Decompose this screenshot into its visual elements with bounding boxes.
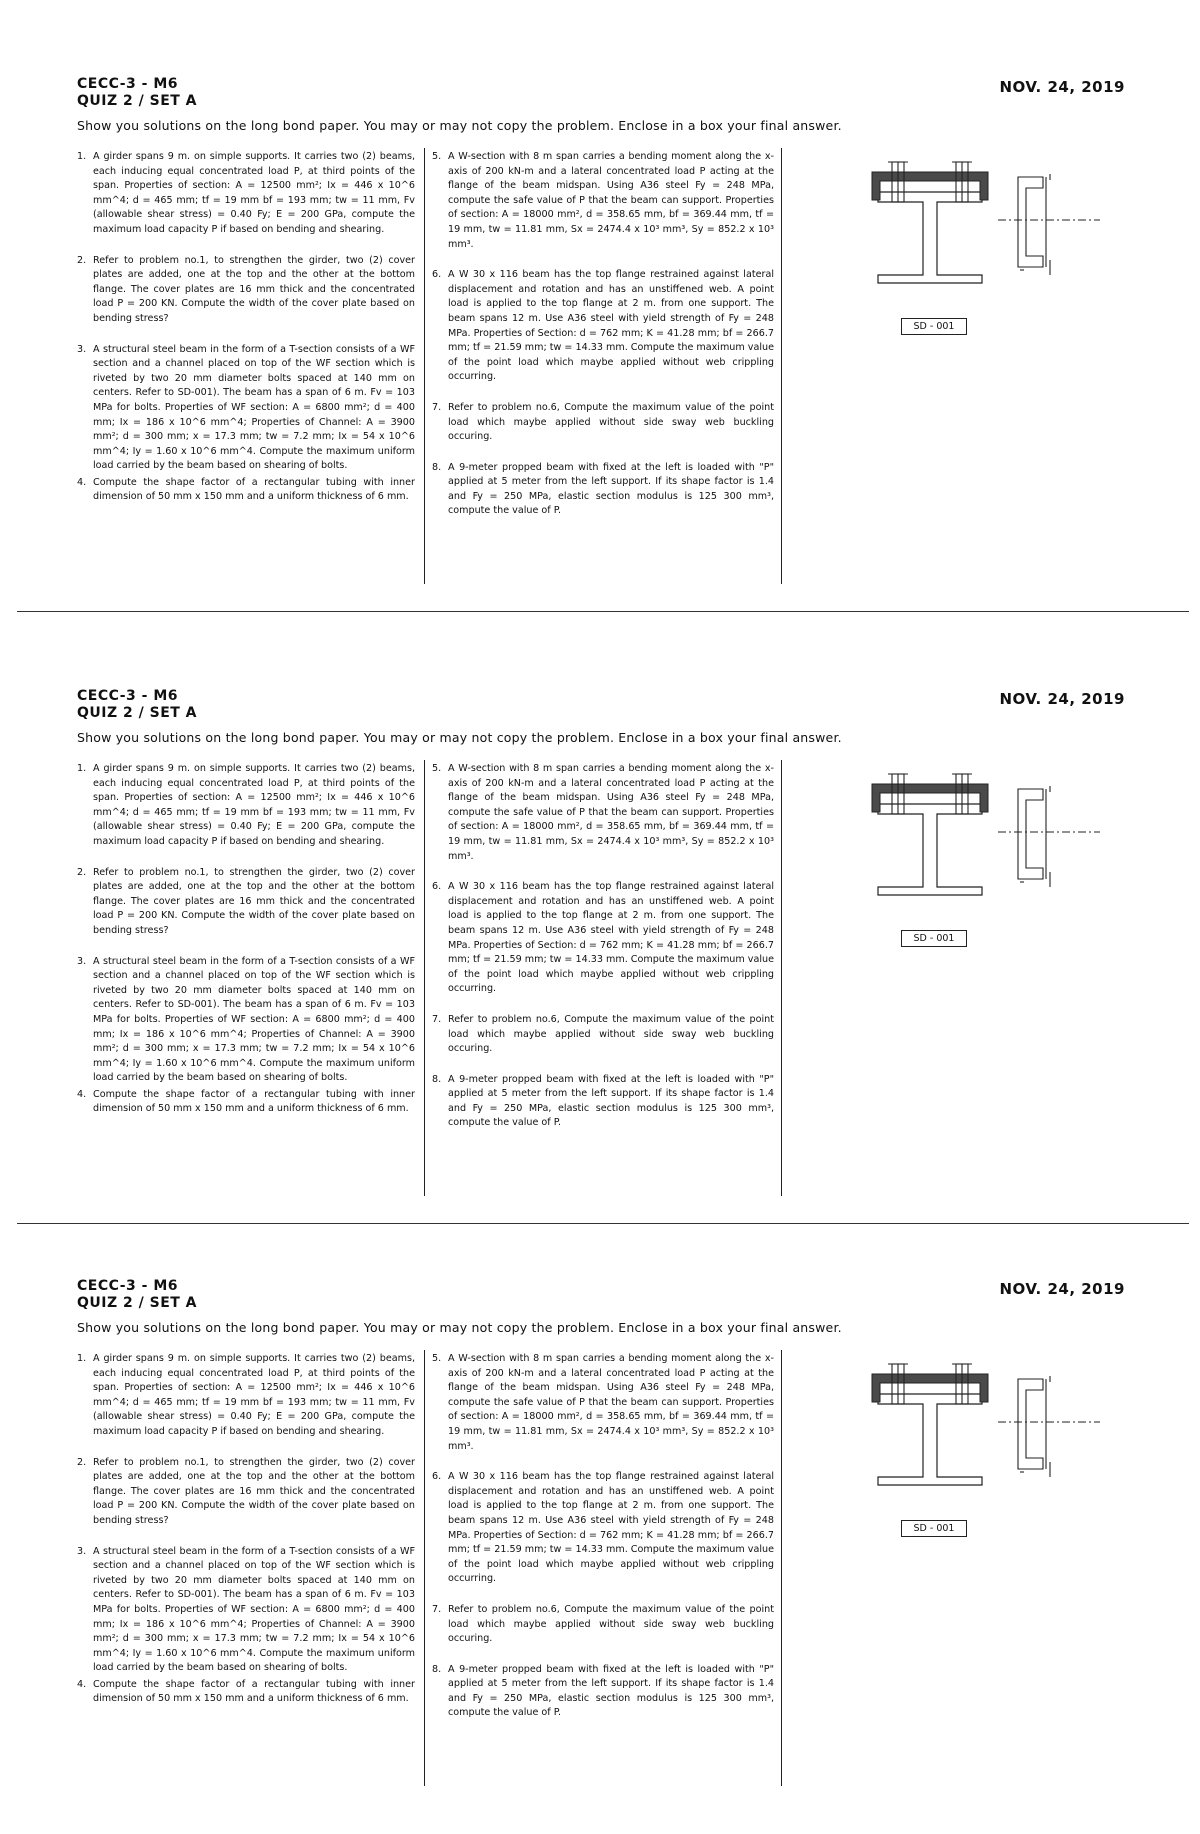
problem-text: Compute the shape factor of a rectangular tubing with inner dimension of 50 mm x 150 mm and a uniform thickness of 6 mm. bbox=[93, 1678, 415, 1705]
bolt-icon bbox=[952, 774, 972, 814]
problem-text: A girder spans 9 m. on simple supports. It carries two (2) beams, each inducing equal concentrated load P, at third points of the span. Properties of section: A = 12500 mm²; Ix = 446 x 10^6 mm^4; d = 465 mm; tf = 19 mm bf = 193 mm; tw = 11 mm, Fv (allowable shear stress) = 0.40 Fy; E = 200 GPa, compute the maximum load capacity P if based on bending and shearing. bbox=[93, 1353, 415, 1437]
figure-label: SD - 001 bbox=[901, 930, 967, 947]
channel-shape bbox=[872, 784, 988, 812]
problem-item bbox=[432, 1073, 774, 1131]
course-code: CECC-3 - M6 bbox=[77, 1278, 178, 1294]
problem-text: A W-section with 8 m span carries a bending moment along the x-axis of 200 kN-m and a lateral concentrated load P acting at the flange of the beam midspan. Using A36 steel Fy = 248 MPa, compute the safe value of P that the beam can support. Properties of section: A = 18000 mm², d = 358.65 mm, bf = 369.44 mm, tf = 19 mm, tw = 11.81 mm, Sx = 2474.4 x 10³ mm³, Sy = 852.2 x 10³ mm³. bbox=[448, 151, 774, 250]
column-divider bbox=[781, 148, 782, 584]
instructions: Show you solutions on the long bond paper. You may or may not copy the problem. Enclose in a box your final answer. bbox=[77, 730, 842, 745]
problems-column-left bbox=[77, 762, 415, 1133]
problem-number: 2. bbox=[77, 1456, 87, 1468]
problem-item bbox=[432, 762, 774, 864]
cut-line bbox=[17, 611, 1189, 612]
problem-item bbox=[432, 268, 774, 385]
quiz-date: NOV. 24, 2019 bbox=[999, 1280, 1125, 1298]
problem-item bbox=[432, 880, 774, 997]
problem-number: 7. bbox=[432, 1013, 442, 1025]
problem-number: 4. bbox=[77, 1678, 87, 1690]
t-section-figure bbox=[868, 150, 1108, 300]
problem-number: 6. bbox=[432, 881, 442, 893]
problem-item bbox=[77, 955, 415, 1086]
problem-number: 1. bbox=[77, 151, 87, 162]
problem-item bbox=[432, 1013, 774, 1057]
problem-number: 8. bbox=[432, 1073, 442, 1085]
problem-item bbox=[432, 461, 774, 519]
problems-column-right bbox=[432, 762, 774, 1147]
problem-text: Refer to problem no.1, to strengthen the girder, two (2) cover plates are added, one at the top and the other at the bottom flange. The cover plates are 16 mm thick and the concentrated load P = 200 KN. Compute the width of the cover plate based on bending stress? bbox=[93, 866, 415, 936]
t-section-figure bbox=[868, 762, 1108, 912]
problem-number: 3. bbox=[77, 343, 87, 355]
figure-label: SD - 001 bbox=[901, 318, 967, 335]
channel-shape bbox=[872, 1374, 988, 1402]
problem-item bbox=[77, 476, 415, 505]
problem-text: Refer to problem no.1, to strengthen the girder, two (2) cover plates are added, one at the top and the other at the bottom flange. The cover plates are 16 mm thick and the concentrated load P = 200 KN. Compute the width of the cover plate based on bending stress? bbox=[93, 254, 415, 324]
problem-text: A 9-meter propped beam with fixed at the left is loaded with "P" applied at 5 meter from the left support. If its shape factor is 1.4 and Fy = 250 MPa, elastic section modulus is 125 300 mm³, compute the value of P. bbox=[448, 1073, 774, 1129]
bolt-icon bbox=[888, 1364, 908, 1404]
instructions: Show you solutions on the long bond paper. You may or may not copy the problem. Enclose in a box your final answer. bbox=[77, 118, 842, 133]
problem-text: A W-section with 8 m span carries a bending moment along the x-axis of 200 kN-m and a lateral concentrated load P acting at the flange of the beam midspan. Using A36 steel Fy = 248 MPa, compute the safe value of P that the beam can support. Properties of section: A = 18000 mm², d = 358.65 mm, bf = 369.44 mm, tf = 19 mm, tw = 11.81 mm, Sx = 2474.4 x 10³ mm³, Sy = 852.2 x 10³ mm³. bbox=[448, 1353, 774, 1452]
problem-number: 3. bbox=[77, 1545, 87, 1557]
wf-section-shape bbox=[878, 1394, 982, 1485]
problems-column-right bbox=[432, 150, 774, 535]
quiz-copy bbox=[0, 1202, 1200, 1802]
bolt-icon bbox=[888, 162, 908, 202]
problem-text: A 9-meter propped beam with fixed at the left is loaded with "P" applied at 5 meter from the left support. If its shape factor is 1.4 and Fy = 250 MPa, elastic section modulus is 125 300 mm³, compute the value of P. bbox=[448, 461, 774, 517]
problem-text: A girder spans 9 m. on simple supports. It carries two (2) beams, each inducing equal concentrated load P, at third points of the span. Properties of section: A = 12500 mm²; Ix = 446 x 10^6 mm^4; d = 465 mm; tf = 19 mm bf = 193 mm; tw = 11 mm, Fv (allowable shear stress) = 0.40 Fy; E = 200 GPa, compute the maximum load capacity P if based on bending and shearing. bbox=[93, 763, 415, 847]
quiz-date: NOV. 24, 2019 bbox=[999, 78, 1125, 96]
problem-number: 3. bbox=[77, 955, 87, 967]
problem-item bbox=[432, 401, 774, 445]
problem-number: 4. bbox=[77, 476, 87, 488]
channel-side-view bbox=[998, 174, 1100, 275]
problem-item bbox=[77, 343, 415, 474]
problem-item bbox=[432, 1603, 774, 1647]
quiz-date: NOV. 24, 2019 bbox=[999, 690, 1125, 708]
problem-item bbox=[432, 150, 774, 252]
column-divider bbox=[424, 760, 425, 1196]
column-divider bbox=[424, 148, 425, 584]
problem-item bbox=[432, 1470, 774, 1587]
problems-column-left bbox=[77, 1352, 415, 1723]
problem-number: 5. bbox=[432, 1353, 442, 1364]
problem-item bbox=[77, 1088, 415, 1117]
problem-text: A W-section with 8 m span carries a bending moment along the x-axis of 200 kN-m and a lateral concentrated load P acting at the flange of the beam midspan. Using A36 steel Fy = 248 MPa, compute the safe value of P that the beam can support. Properties of section: A = 18000 mm², d = 358.65 mm, bf = 369.44 mm, tf = 19 mm, tw = 11.81 mm, Sx = 2474.4 x 10³ mm³, Sy = 852.2 x 10³ mm³. bbox=[448, 763, 774, 862]
problem-text: Compute the shape factor of a rectangular tubing with inner dimension of 50 mm x 150 mm and a uniform thickness of 6 mm. bbox=[93, 476, 415, 503]
course-code: CECC-3 - M6 bbox=[77, 688, 178, 704]
problem-item bbox=[77, 1678, 415, 1707]
problem-number: 7. bbox=[432, 1603, 442, 1615]
instructions: Show you solutions on the long bond paper. You may or may not copy the problem. Enclose in a box your final answer. bbox=[77, 1320, 842, 1335]
problem-number: 8. bbox=[432, 461, 442, 473]
problem-text: A girder spans 9 m. on simple supports. It carries two (2) beams, each inducing equal concentrated load P, at third points of the span. Properties of section: A = 12500 mm²; Ix = 446 x 10^6 mm^4; d = 465 mm; tf = 19 mm bf = 193 mm; tw = 11 mm, Fv (allowable shear stress) = 0.40 Fy; E = 200 GPa, compute the maximum load capacity P if based on bending and shearing. bbox=[93, 151, 415, 235]
problem-number: 7. bbox=[432, 401, 442, 413]
quiz-title: QUIZ 2 / SET A bbox=[77, 93, 198, 109]
problem-item bbox=[432, 1663, 774, 1721]
column-divider bbox=[781, 760, 782, 1196]
problem-text: A W 30 x 116 beam has the top flange restrained against lateral displacement and rotation and has an unstiffened web. A point load is applied to the top flange at 2 m. from one support. The beam spans 12 m. Use A36 steel with yield strength of Fy = 248 MPa. Properties of Section: d = 762 mm; K = 41.28 mm; bf = 266.7 mm; tf = 21.59 mm; tw = 14.33 mm. Compute the maximum value of the point load which maybe applied without web crippling occurring. bbox=[448, 269, 774, 383]
problem-number: 5. bbox=[432, 763, 442, 774]
problem-number: 5. bbox=[432, 151, 442, 162]
channel-side-view bbox=[998, 1376, 1100, 1477]
bolt-icon bbox=[952, 162, 972, 202]
problems-column-right bbox=[432, 1352, 774, 1737]
bolt-icon bbox=[888, 774, 908, 814]
problem-number: 4. bbox=[77, 1088, 87, 1100]
problem-item bbox=[432, 1352, 774, 1454]
quiz-title: QUIZ 2 / SET A bbox=[77, 1295, 198, 1311]
problem-item bbox=[77, 150, 415, 238]
course-code: CECC-3 - M6 bbox=[77, 76, 178, 92]
problem-number: 8. bbox=[432, 1663, 442, 1675]
problems-column-left bbox=[77, 150, 415, 521]
channel-shape bbox=[872, 172, 988, 200]
column-divider bbox=[424, 1350, 425, 1786]
problem-text: A 9-meter propped beam with fixed at the left is loaded with "P" applied at 5 meter from the left support. If its shape factor is 1.4 and Fy = 250 MPa, elastic section modulus is 125 300 mm³, compute the value of P. bbox=[448, 1663, 774, 1719]
problem-item bbox=[77, 1456, 415, 1529]
column-divider bbox=[781, 1350, 782, 1786]
problem-item bbox=[77, 866, 415, 939]
problem-text: A structural steel beam in the form of a T-section consists of a WF section and a channel placed on top of the WF section which is riveted by two 20 mm diameter bolts spaced at 140 mm on centers. Refer to SD-001). The beam has a span of 6 m. Fv = 103 MPa for bolts. Properties of WF section: A = 6800 mm²; d = 400 mm; Ix = 186 x 10^6 mm^4; Properties of Channel: A = 3900 mm²; d = 300 mm; x = 17.3 mm; tw = 7.2 mm; Ix = 54 x 10^6 mm^4; Iy = 1.60 x 10^6 mm^4. Compute the maximum uniform load carried by the beam based on shearing of bolts. bbox=[93, 343, 415, 472]
quiz-title: QUIZ 2 / SET A bbox=[77, 705, 198, 721]
channel-side-view bbox=[998, 786, 1100, 887]
problem-text: Refer to problem no.6, Compute the maximum value of the point load which maybe applied without side sway web buckling occuring. bbox=[448, 401, 774, 443]
problem-text: Refer to problem no.1, to strengthen the girder, two (2) cover plates are added, one at the top and the other at the bottom flange. The cover plates are 16 mm thick and the concentrated load P = 200 KN. Compute the width of the cover plate based on bending stress? bbox=[93, 1456, 415, 1526]
problem-number: 1. bbox=[77, 763, 87, 774]
problem-item bbox=[77, 1545, 415, 1676]
problem-text: Refer to problem no.6, Compute the maximum value of the point load which maybe applied without side sway web buckling occuring. bbox=[448, 1603, 774, 1645]
problem-text: A W 30 x 116 beam has the top flange restrained against lateral displacement and rotation and has an unstiffened web. A point load is applied to the top flange at 2 m. from one support. The beam spans 12 m. Use A36 steel with yield strength of Fy = 248 MPa. Properties of Section: d = 762 mm; K = 41.28 mm; bf = 266.7 mm; tf = 21.59 mm; tw = 14.33 mm. Compute the maximum value of the point load which maybe applied without web crippling occurring. bbox=[448, 881, 774, 995]
cut-line bbox=[17, 1223, 1189, 1224]
quiz-copy bbox=[0, 612, 1200, 1212]
problem-number: 1. bbox=[77, 1353, 87, 1364]
wf-section-shape bbox=[878, 804, 982, 895]
problem-text: A structural steel beam in the form of a T-section consists of a WF section and a channel placed on top of the WF section which is riveted by two 20 mm diameter bolts spaced at 140 mm on centers. Refer to SD-001). The beam has a span of 6 m. Fv = 103 MPa for bolts. Properties of WF section: A = 6800 mm²; d = 400 mm; Ix = 186 x 10^6 mm^4; Properties of Channel: A = 3900 mm²; d = 300 mm; x = 17.3 mm; tw = 7.2 mm; Ix = 54 x 10^6 mm^4; Iy = 1.60 x 10^6 mm^4. Compute the maximum uniform load carried by the beam based on shearing of bolts. bbox=[93, 1545, 415, 1674]
problem-item bbox=[77, 254, 415, 327]
problem-item bbox=[77, 762, 415, 850]
bolt-icon bbox=[952, 1364, 972, 1404]
problem-number: 2. bbox=[77, 866, 87, 878]
problem-number: 6. bbox=[432, 269, 442, 281]
quiz-copy bbox=[0, 0, 1200, 600]
problem-item bbox=[77, 1352, 415, 1440]
wf-section-shape bbox=[878, 192, 982, 283]
problem-number: 2. bbox=[77, 254, 87, 266]
problem-text: A W 30 x 116 beam has the top flange restrained against lateral displacement and rotation and has an unstiffened web. A point load is applied to the top flange at 2 m. from one support. The beam spans 12 m. Use A36 steel with yield strength of Fy = 248 MPa. Properties of Section: d = 762 mm; K = 41.28 mm; bf = 266.7 mm; tf = 21.59 mm; tw = 14.33 mm. Compute the maximum value of the point load which maybe applied without web crippling occurring. bbox=[448, 1471, 774, 1585]
problem-text: Compute the shape factor of a rectangular tubing with inner dimension of 50 mm x 150 mm and a uniform thickness of 6 mm. bbox=[93, 1088, 415, 1115]
problem-number: 6. bbox=[432, 1471, 442, 1483]
figure-label: SD - 001 bbox=[901, 1520, 967, 1537]
t-section-figure bbox=[868, 1352, 1108, 1502]
problem-text: A structural steel beam in the form of a T-section consists of a WF section and a channel placed on top of the WF section which is riveted by two 20 mm diameter bolts spaced at 140 mm on centers. Refer to SD-001). The beam has a span of 6 m. Fv = 103 MPa for bolts. Properties of WF section: A = 6800 mm²; d = 400 mm; Ix = 186 x 10^6 mm^4; Properties of Channel: A = 3900 mm²; d = 300 mm; x = 17.3 mm; tw = 7.2 mm; Ix = 54 x 10^6 mm^4; Iy = 1.60 x 10^6 mm^4. Compute the maximum uniform load carried by the beam based on shearing of bolts. bbox=[93, 955, 415, 1084]
problem-text: Refer to problem no.6, Compute the maximum value of the point load which maybe applied without side sway web buckling occuring. bbox=[448, 1013, 774, 1055]
